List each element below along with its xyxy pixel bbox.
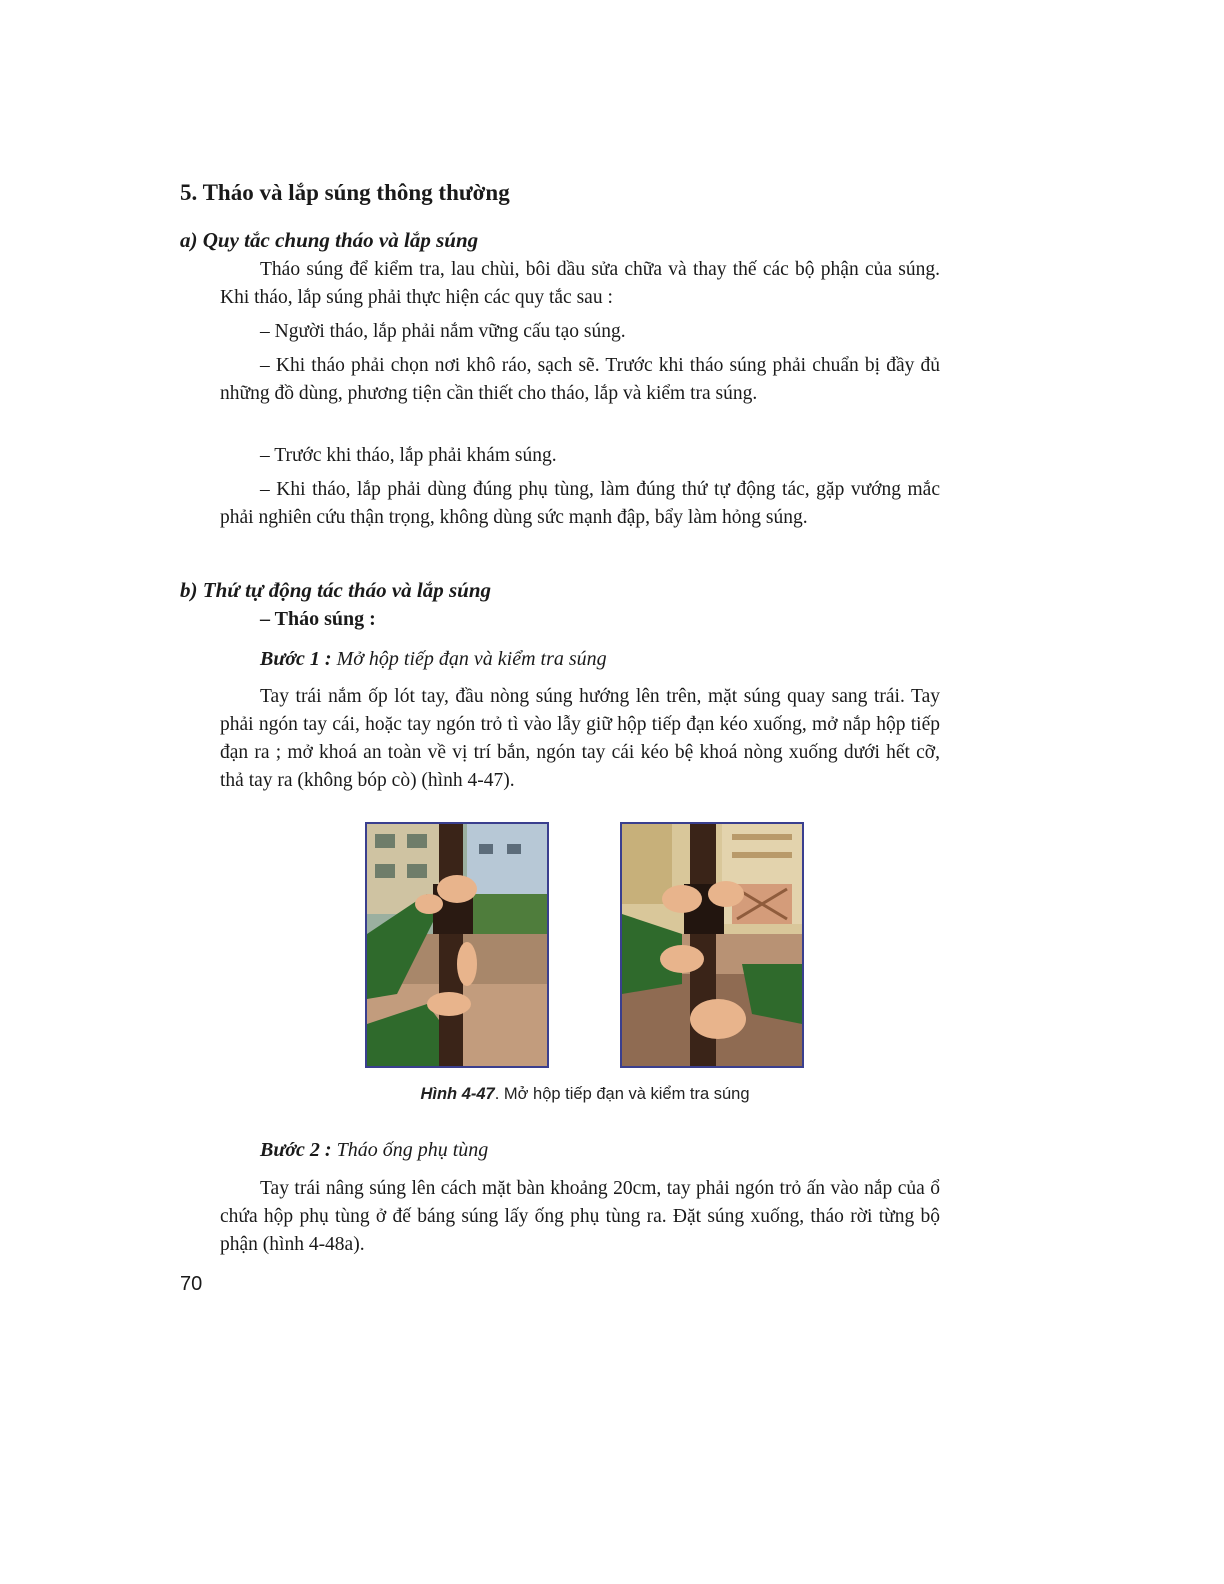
step-2-name: Tháo ống phụ tùng xyxy=(336,1139,489,1161)
disassembly-heading: – Tháo súng : xyxy=(260,608,376,630)
rule-2: – Khi tháo phải chọn nơi khô ráo, sạch sẽ. Trước khi tháo súng phải chuẩn bị đầy đủ những đồ dùng, phương tiện cần thiết cho tháo, lắp và kiểm tra súng. xyxy=(220,355,940,404)
step-1-heading xyxy=(260,648,607,671)
subsection-b-title: b) Thứ tự động tác tháo và lắp súng xyxy=(180,578,492,602)
subsection-a-title: a) Quy tắc chung tháo và lắp súng xyxy=(180,228,479,252)
step-2-text: Tay trái nâng súng lên cách mặt bàn khoảng 20cm, tay phải ngón trỏ ấn vào nắp của ổ chứa hộp phụ tùng ở đế báng súng lấy ống phụ tùng ra. Đặt súng xuống, tháo rời từng bộ phận (hình 4-48a). xyxy=(220,1178,940,1255)
rule-3: – Trước khi tháo, lắp phải khám súng. xyxy=(260,445,557,466)
section-title: 5. Tháo và lắp súng thông thường xyxy=(180,180,510,205)
figure-photo-right xyxy=(620,822,804,1068)
rule-4: – Khi tháo, lắp phải dùng đúng phụ tùng, làm đúng thứ tự động tác, gặp vướng mắc phải nghiên cứu thận trọng, không dùng sức mạnh đập, bẩy làm hỏng súng. xyxy=(220,479,940,528)
step-1-name: Mở hộp tiếp đạn và kiểm tra súng xyxy=(336,648,607,670)
step-1-text: Tay trái nắm ốp lót tay, đầu nòng súng hướng lên trên, mặt súng quay sang trái. Tay phải ngón tay cái, hoặc tay ngón trỏ tì vào lẫy giữ hộp tiếp đạn kéo xuống, mở nắp hộp tiếp đạn ra ; mở khoá an toàn về vị trí bắn, ngón tay cái kéo bệ khoá nòng xuống dưới hết cỡ, thả tay ra (không bóp cò) (hình 4-47). xyxy=(220,686,940,791)
figure-photo-left xyxy=(365,822,549,1068)
figure-caption xyxy=(0,1085,1170,1104)
rule-1: – Người tháo, lắp phải nắm vững cấu tạo súng. xyxy=(260,321,626,342)
step-1-label: Bước 1 : xyxy=(260,648,332,670)
figure-label: Hình 4-47 xyxy=(420,1085,495,1103)
intro-paragraph: Tháo súng để kiểm tra, lau chùi, bôi dầu sửa chữa và thay thế các bộ phận của súng. Khi tháo, lắp súng phải thực hiện các quy tắc sau : xyxy=(220,259,940,308)
step-2-heading xyxy=(260,1139,488,1162)
page-number: 70 xyxy=(180,1273,203,1295)
figure-caption-text: . Mở hộp tiếp đạn và kiểm tra súng xyxy=(494,1085,750,1103)
step-2-label: Bước 2 : xyxy=(260,1139,332,1161)
